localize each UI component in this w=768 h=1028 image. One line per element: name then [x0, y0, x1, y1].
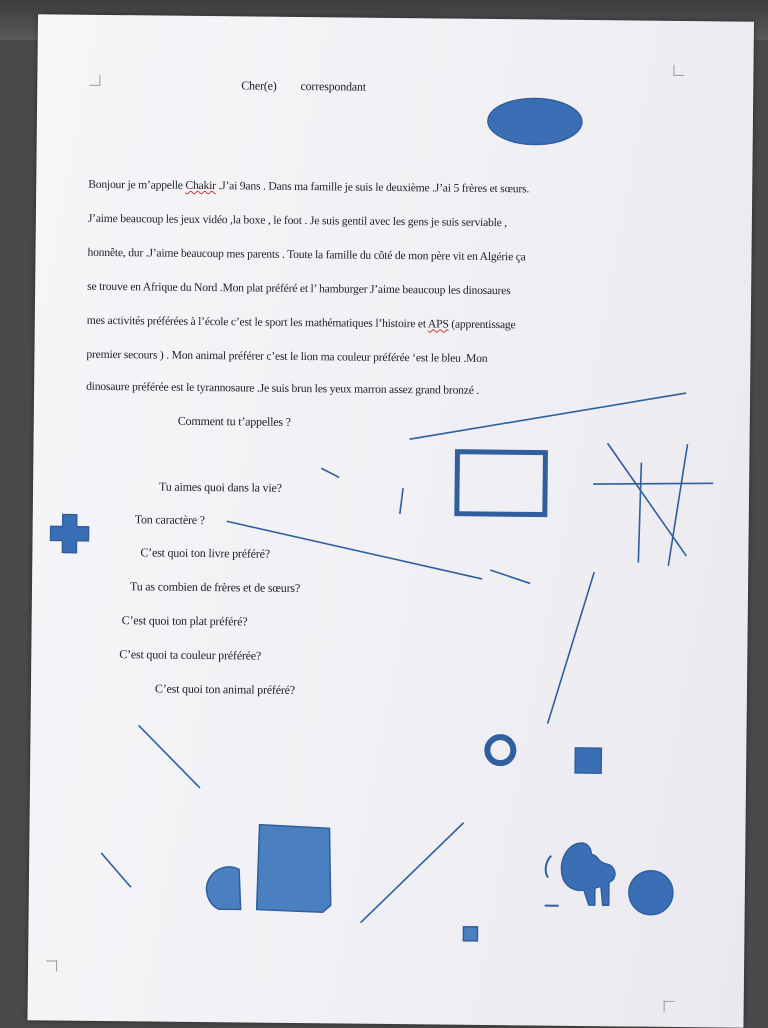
- paragraph-text: mes activités préférées à l’école c’est le sport les mathématiques l’histoire et: [87, 314, 428, 331]
- paragraph-line[interactable]: dinosaure préférée est le tyrannosaure .Je suis brun les yeux marron assez grand bronzé .: [86, 380, 479, 397]
- title-greeting: Cher(e): [241, 78, 276, 92]
- paragraph-line[interactable]: J’aime beaucoup les jeux vidéo ,la boxe , le foot . Je suis gentil avec les gens je suis serviable ,: [88, 212, 507, 229]
- connector-line: [410, 390, 686, 442]
- paragraph-line[interactable]: se trouve en Afrique du Nord .Mon plat préféré et l’ hamburger J’aime beaucoup les dinosaures: [87, 280, 510, 297]
- paragraph-line[interactable]: honnête, dur .J’aime beaucoup mes parents . Toute la famille du côté de mon père vit en Algérie ça: [87, 246, 525, 264]
- question-character[interactable]: Ton caractère ?: [135, 512, 205, 528]
- title-recipient: correspondant: [300, 79, 366, 94]
- spelling-flagged-word[interactable]: Chakir: [185, 179, 215, 192]
- question-dish[interactable]: C’est quoi ton plat préféré?: [122, 613, 248, 629]
- crossed-lines-shape: [592, 443, 713, 566]
- connector-line: [138, 725, 201, 788]
- connector-line: [321, 468, 339, 477]
- cross-shape: [50, 514, 88, 552]
- spelling-flagged-word[interactable]: APS: [428, 317, 449, 330]
- question-siblings[interactable]: Tu as combien de frères et de sœurs?: [130, 579, 300, 596]
- connector-line: [400, 488, 403, 514]
- paragraph-line[interactable]: premier secours ) . Mon animal préférer c’est le lion ma couleur préférée ‘est le bleu .Mon: [86, 348, 487, 365]
- paragraph-text: Bonjour je m’appelle: [88, 178, 185, 192]
- connector-line: [548, 572, 595, 724]
- folded-page-shape: [257, 825, 332, 913]
- document-page[interactable]: [27, 14, 753, 1027]
- connector-line: [361, 822, 464, 924]
- paragraph-text: .J’ai 9ans . Dans ma famille je suis le deuxième .J’ai 5 frères et sœurs.: [216, 179, 529, 195]
- question-animal[interactable]: C’est quoi ton animal préféré?: [155, 682, 295, 698]
- connector-line: [101, 853, 131, 887]
- ring-shape: [487, 737, 513, 763]
- blue-oval-shape: [488, 98, 582, 145]
- hollow-rectangle-shape: [457, 452, 546, 515]
- question-likes[interactable]: Tu aimes quoi dans la vie?: [159, 480, 282, 496]
- question-name[interactable]: Comment tu t’appelles ?: [178, 414, 291, 430]
- drawing-layer: [27, 14, 753, 1027]
- half-circle-shape: [206, 867, 241, 910]
- paragraph-text: (apprentissage: [449, 318, 516, 332]
- large-circle-shape: [629, 870, 673, 914]
- chess-knight-shape: [545, 843, 616, 907]
- question-color[interactable]: C’est quoi ta couleur préférée?: [119, 647, 261, 663]
- question-book[interactable]: C’est quoi ton livre préféré?: [140, 545, 270, 561]
- small-square-shape: [575, 748, 601, 773]
- connector-line: [490, 570, 530, 583]
- connector-line: [226, 521, 483, 579]
- tiny-square-shape: [463, 927, 477, 941]
